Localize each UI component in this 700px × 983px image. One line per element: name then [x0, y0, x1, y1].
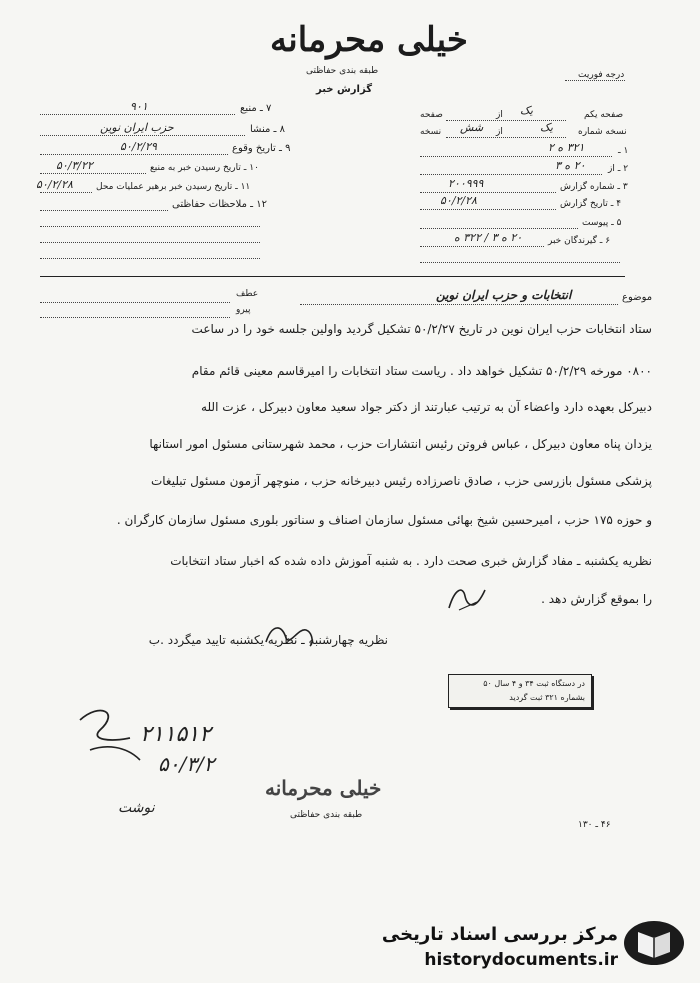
field-10-label: ۱۰ ـ تاریخ رسیدن خبر به منبع	[150, 163, 259, 173]
field-5-line	[420, 228, 578, 229]
bottom-classification-subtitle: طبقه بندی حفاظتی	[290, 810, 363, 820]
page-label: صفحه یکم	[584, 110, 624, 120]
field-10-line	[40, 173, 146, 174]
field-9-line	[40, 154, 228, 155]
field-11-line	[40, 192, 92, 193]
report-type: گزارش خبر	[316, 84, 373, 95]
classification-subtitle: طبقه بندی حفاظتی	[306, 66, 379, 76]
signature-mark-2	[262, 620, 318, 650]
copy-line	[446, 137, 566, 138]
field-6-value: ۲۰ ه ۳ / ۳۲۲ ه	[454, 231, 523, 244]
body-line-5: پزشکی مسئول بازرسی حزب ، صادق ناصرزاده رئیس دبیرخانه حزب ، منوچهر آزمون مسئول تبلیغات	[150, 474, 652, 488]
bottom-classification: خیلی محرمانه	[265, 776, 382, 800]
subject-label: موضوع	[622, 292, 653, 303]
field-4-line	[420, 209, 556, 210]
archive-book-icon	[620, 918, 688, 968]
left-blank-line-3	[40, 258, 260, 259]
signature-mark-1	[445, 582, 489, 616]
field-6-label: ۶ ـ گیرندگان خبر	[548, 236, 611, 246]
right-blank-line	[420, 262, 620, 263]
field-3-line	[420, 192, 556, 193]
body-line-7: نظریه یکشنبه ـ مفاد گزارش خبری صحت دارد . به شنبه آموزش داده شده که اخبار ستاد انتخابات	[170, 554, 652, 568]
body-line-3: دبیرکل بعهده دارد واعضاء آن به ترتیب عبارتند از دکتر جواد سعید معاون دبیرکل ، عزت الله	[201, 400, 652, 414]
page-total: یک	[520, 104, 533, 117]
field-9-value: ۵۰/۲/۲۹	[120, 140, 157, 153]
ref-line-2	[40, 317, 230, 318]
field-8-line	[40, 135, 245, 136]
field-7-value: ۹۰۱	[130, 100, 148, 113]
copy-unit: نسخه	[420, 127, 442, 137]
urgency-line	[565, 80, 625, 81]
watermark-site: historydocuments.ir	[424, 950, 618, 970]
body-line-6: و حوزه ۱۷۵ حزب ، امیرحسین شیخ بهائی مسئول سازمان اصناف و سناتور بلوری مسئول سازمان کارگران .	[116, 513, 652, 527]
ref-label-atf: عطف	[236, 289, 259, 299]
field-10-value: ۵۰/۳/۲۲	[56, 159, 93, 172]
subject-value: انتخابات و حزب ایران نوین	[436, 288, 572, 302]
header-separator	[40, 276, 625, 277]
stamp-line-2: بشماره ۳۲۱ ثبت گردید	[509, 693, 585, 702]
classification-heading: خیلی محرمانه	[270, 20, 468, 60]
field-9-label: ۹ ـ تاریخ وقوع	[232, 143, 291, 154]
watermark-org-name: مرکز بررسی اسناد تاریخی	[381, 924, 618, 945]
registration-stamp	[448, 674, 592, 708]
field-12-line	[40, 210, 168, 211]
field-4-label: ۴ ـ تاریخ گزارش	[560, 199, 622, 209]
field-1-value: ۳۲۱ ه ۲	[548, 141, 585, 154]
copy-total: شش	[460, 121, 484, 134]
copy-label: نسخه شماره	[578, 127, 627, 137]
ref-line-1	[40, 302, 230, 303]
page-code: ۴۶ ـ ۱۳۰	[578, 820, 611, 830]
field-11-value: ۵۰/۲/۲۸	[36, 178, 73, 191]
field-1-label: ۱ ـ	[618, 146, 629, 156]
field-3-value: ۲۰۰۹۹۹	[448, 177, 484, 190]
left-blank-line-2	[40, 242, 260, 243]
field-12-label: ۱۲ ـ ملاحظات حفاظتی	[172, 199, 267, 210]
page-of: از	[496, 110, 503, 120]
body-line-1: ستاد انتخابات حزب ایران نوین در تاریخ ۵۰/۲/۲۷ تشکیل گردید واولین جلسه خود را در ساعت	[191, 322, 652, 336]
opinion-line: نظریه چهارشنبه ـ نظریه یکشنبه تایید میگردد .ب	[148, 633, 388, 647]
copy-of: از	[496, 127, 503, 137]
ref-label-peyro: پیرو	[236, 305, 251, 315]
field-8-label: ۸ ـ منشا	[250, 124, 286, 135]
hand-date: ۵۰/۳/۲	[158, 752, 215, 776]
subject-line	[300, 304, 618, 305]
field-2-value: ۲۰ ه ۳	[555, 159, 586, 172]
left-blank-line-1	[40, 226, 260, 227]
body-line-8: را بموقع گزارش دهد .	[541, 592, 652, 606]
field-1-line	[420, 156, 612, 157]
hand-scribble	[70, 700, 150, 770]
body-line-2: ۰۸۰۰ مورخه ۵۰/۲/۲۹ تشکیل خواهد داد . ریاست ستاد انتخابات را امیرقاسم معینی قائم مقام	[191, 364, 652, 378]
field-6-line	[420, 246, 544, 247]
field-11-label: ۱۱ ـ تاریخ رسیدن خبر برهبر عملیات محل	[96, 182, 251, 192]
urgency-label: درجه فوریت	[578, 70, 625, 80]
stamp-line-1: در دستگاه ثبت ۳۴ و ۴ سال ۵۰	[483, 679, 585, 688]
page-unit: صفحه	[420, 110, 443, 120]
hand-number: ۲۱۱۵۱۲	[140, 722, 211, 747]
hand-word: نوشت	[118, 800, 155, 816]
field-3-label: ۳ ـ شماره گزارش	[560, 182, 628, 192]
copy-value: یک	[540, 121, 553, 134]
field-2-label: ۲ ـ از	[608, 164, 629, 174]
field-7-label: ۷ ـ منبع	[240, 103, 272, 114]
field-8-value: حزب ایران نوین	[100, 121, 174, 134]
field-7-line	[40, 114, 235, 115]
field-4-value: ۵۰/۲/۲۸	[440, 194, 477, 207]
field-2-line	[420, 174, 602, 175]
body-line-4: یزدان پناه معاون دبیرکل ، عباس فروتن رئیس انتشارات حزب ، محمد شهرستانی مسئول امور استانها	[149, 437, 652, 451]
field-5-label: ۵ ـ پیوست	[582, 218, 622, 228]
